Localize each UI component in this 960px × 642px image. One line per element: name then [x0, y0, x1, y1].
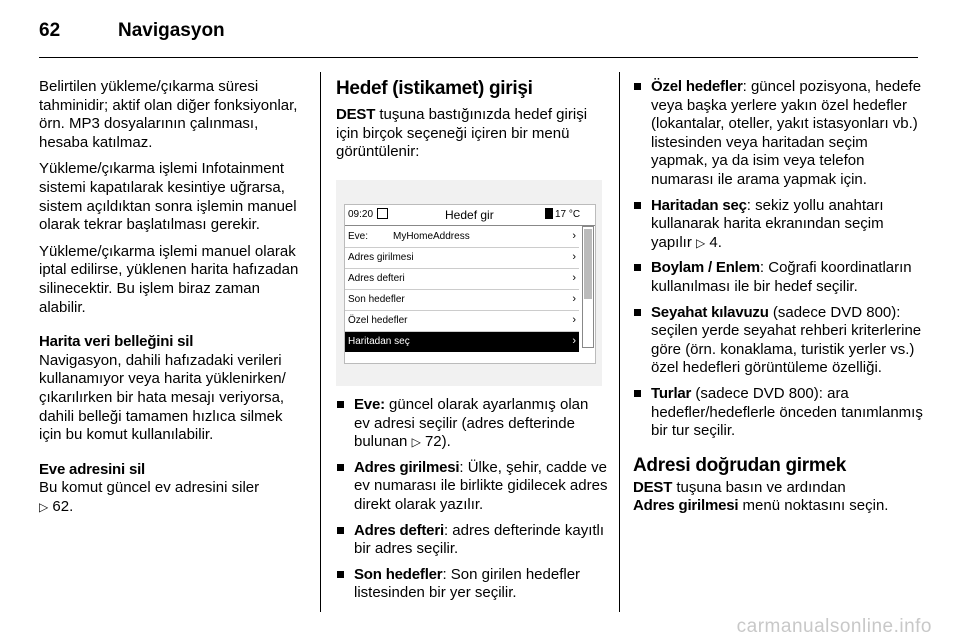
bullet-text: : Son girilen hedefler listesinden bir yer seçilir. [354, 565, 581, 602]
bullet-term: Adres defteri [354, 521, 444, 539]
bullet-square-icon [337, 464, 344, 471]
bullet-item [633, 304, 923, 378]
chevron-right-icon: › [572, 251, 576, 263]
arrow-ref-icon: ▷ [411, 435, 421, 450]
paragraph: Belirtilen yükleme/çıkarma süresi tahminidir; aktif olan diğer fonksiyonlar, örn. MP3 dosyalarının çalınması, hesaba katılmaz. [39, 78, 298, 151]
column-1 [39, 78, 307, 524]
page-reference[interactable]: 4. [709, 233, 722, 251]
key-label: DEST [633, 478, 673, 496]
bullet-term: Haritadan seç [651, 196, 747, 214]
signal-icon [545, 208, 553, 219]
screen-title: Hedef gir [445, 208, 494, 222]
bullet-text: (sadece DVD 800): seçilen yerde seyahat rehberi kriterlerine göre (örn. konaklama, turistik yerler vs.) özel hedefleri görüntüleme özelliği. [651, 303, 922, 377]
paragraph: DEST tuşuna basın ve ardından Adres girilmesi menü noktasını seçin. [633, 478, 889, 515]
page-number: 62 [39, 20, 61, 41]
screen-menu-item[interactable] [345, 227, 579, 248]
screen-status-bar [345, 205, 595, 226]
screen-menu-label: Eve: [348, 231, 369, 242]
arrow-ref-icon: ▷ [39, 499, 49, 514]
screen-menu-item[interactable] [345, 332, 579, 352]
paragraph: Bu komut güncel ev adresini siler ▷ 62. [39, 479, 260, 515]
key-label: DEST [336, 106, 376, 123]
bullet-text: : Coğrafi koordinatların kullanılması ile bir hedef seçilir. [651, 259, 912, 295]
bullet-square-icon [337, 401, 344, 408]
column-3 [633, 78, 923, 524]
bullet-item [633, 385, 923, 441]
section-heading: Hedef (istikamet) girişi [336, 78, 533, 99]
bullet-text: : adres defterinde kayıtlı bir adres seçilir. [354, 521, 605, 558]
bullet-term: Adres girilmesi [354, 458, 460, 476]
bullet-square-icon [634, 202, 641, 209]
screen-temperature: 17 °C [555, 209, 581, 220]
bullet-square-icon [634, 264, 641, 271]
screen-time: 09:20 [348, 209, 374, 220]
subheading: Harita veri belleğini sil [39, 333, 194, 351]
page-reference[interactable]: 72). [424, 433, 451, 451]
bullet-item [336, 566, 608, 603]
header-rule [39, 57, 918, 58]
column-2 [336, 78, 608, 170]
chevron-right-icon: › [572, 272, 576, 284]
screen-menu-label: Özel hedefler [348, 315, 408, 326]
paragraph: Yükleme/çıkarma işlemi manuel olarak iptal edilirse, yüklenen harita hafızadan silinecektir. Bu işlem biraz zaman alabilir. [39, 242, 299, 316]
bullet-list [633, 78, 923, 441]
bullet-square-icon [634, 390, 641, 397]
bullet-term: Turlar [651, 384, 692, 402]
column-divider-2 [619, 72, 620, 612]
screen-menu-label: Son hedefler [348, 294, 405, 305]
bullet-term: Boylam / Enlem [651, 259, 760, 277]
chevron-right-icon: › [572, 314, 576, 326]
screen-menu-label: Adres girilmesi [348, 252, 414, 263]
bullet-item [633, 78, 923, 190]
infotainment-screen-image [336, 180, 602, 386]
bullet-list [336, 396, 608, 603]
bullet-item [336, 459, 608, 515]
bullet-text: : güncel pozisyona, hedefe veya başka yerlere yakın özel hedefler (lokantalar, oteller, yakıt istasyonları vb.) listesinden veya haritadan seçim yapmak, ya da isim veya telefon numarası ile arama yapmak için. [651, 78, 922, 188]
bullet-term: Eve: [354, 396, 385, 413]
clock-icon [377, 208, 388, 219]
section-heading: Adresi doğrudan girmek [633, 454, 846, 476]
screen-menu-item[interactable] [345, 269, 579, 290]
bullet-item [633, 197, 923, 253]
bullet-square-icon [337, 571, 344, 578]
paragraph: DEST tuşuna bastığınızda hedef girişi için birçok seçeneği içiren bir menü görüntülenir: [336, 106, 588, 161]
screen-menu-value: MyHomeAddress [393, 231, 470, 242]
chevron-right-icon: › [572, 335, 576, 347]
screen-display [344, 204, 596, 364]
chevron-right-icon: › [572, 293, 576, 305]
bullet-text: : sekiz yollu anahtarı kullanarak harita ekranından seçim yapılır [651, 196, 884, 251]
column-divider-1 [320, 72, 321, 612]
subheading: Eve adresini sil [39, 460, 146, 478]
bullet-text: (sadece DVD 800): ara hedefler/hedeflerle önceden tanımlanmış bir tur seçilir. [651, 384, 923, 440]
bullet-square-icon [634, 309, 641, 316]
screen-menu-label: Adres defteri [348, 273, 405, 284]
bullet-item [633, 259, 923, 296]
scrollbar-thumb [584, 229, 592, 299]
menu-term: Adres girilmesi [633, 497, 739, 515]
bullet-item [336, 396, 608, 452]
bullet-text: güncel olarak ayarlanmış olan ev adresi seçilir (adres defterinde bulunan [354, 396, 589, 451]
page-title: Navigasyon [118, 20, 225, 41]
paragraph: Yükleme/çıkarma işlemi Infotainment sistemi kapatılarak kesintiye uğrarsa, sistem açıldıktan sonra işlemin manuel olarak tekrar başlatılması gerekir. [39, 160, 297, 234]
arrow-ref-icon: ▷ [696, 235, 706, 250]
bullet-term: Özel hedefler [651, 78, 743, 95]
watermark: carmanualsonline.info [736, 616, 932, 637]
bullet-term: Seyahat kılavuzu [651, 303, 769, 321]
scrollbar [582, 226, 594, 348]
bullet-text: : Ülke, şehir, cadde ve ev numarası ile birlikte gidilecek adres direkt olarak yazılır. [354, 458, 608, 513]
column-2-bullets [336, 396, 608, 610]
bullet-item [336, 522, 608, 559]
screen-menu-item[interactable] [345, 290, 579, 311]
chevron-right-icon: › [572, 230, 576, 242]
screen-menu-label: Haritadan seç [348, 336, 410, 347]
bullet-square-icon [337, 527, 344, 534]
page-reference[interactable]: 62. [52, 497, 74, 515]
bullet-square-icon [634, 83, 641, 90]
screen-menu-item[interactable] [345, 311, 579, 332]
screen-menu-item[interactable] [345, 248, 579, 269]
bullet-term: Son hedefler [354, 565, 443, 583]
paragraph: Navigasyon, dahili hafızadaki verileri kullanamıyor veya harita yüklenirken/çıkarılırken bir hata mesajı veriyorsa, dahili belleği tamamen hızlıca silmek için bu komut kullanılabilir. [39, 351, 286, 444]
